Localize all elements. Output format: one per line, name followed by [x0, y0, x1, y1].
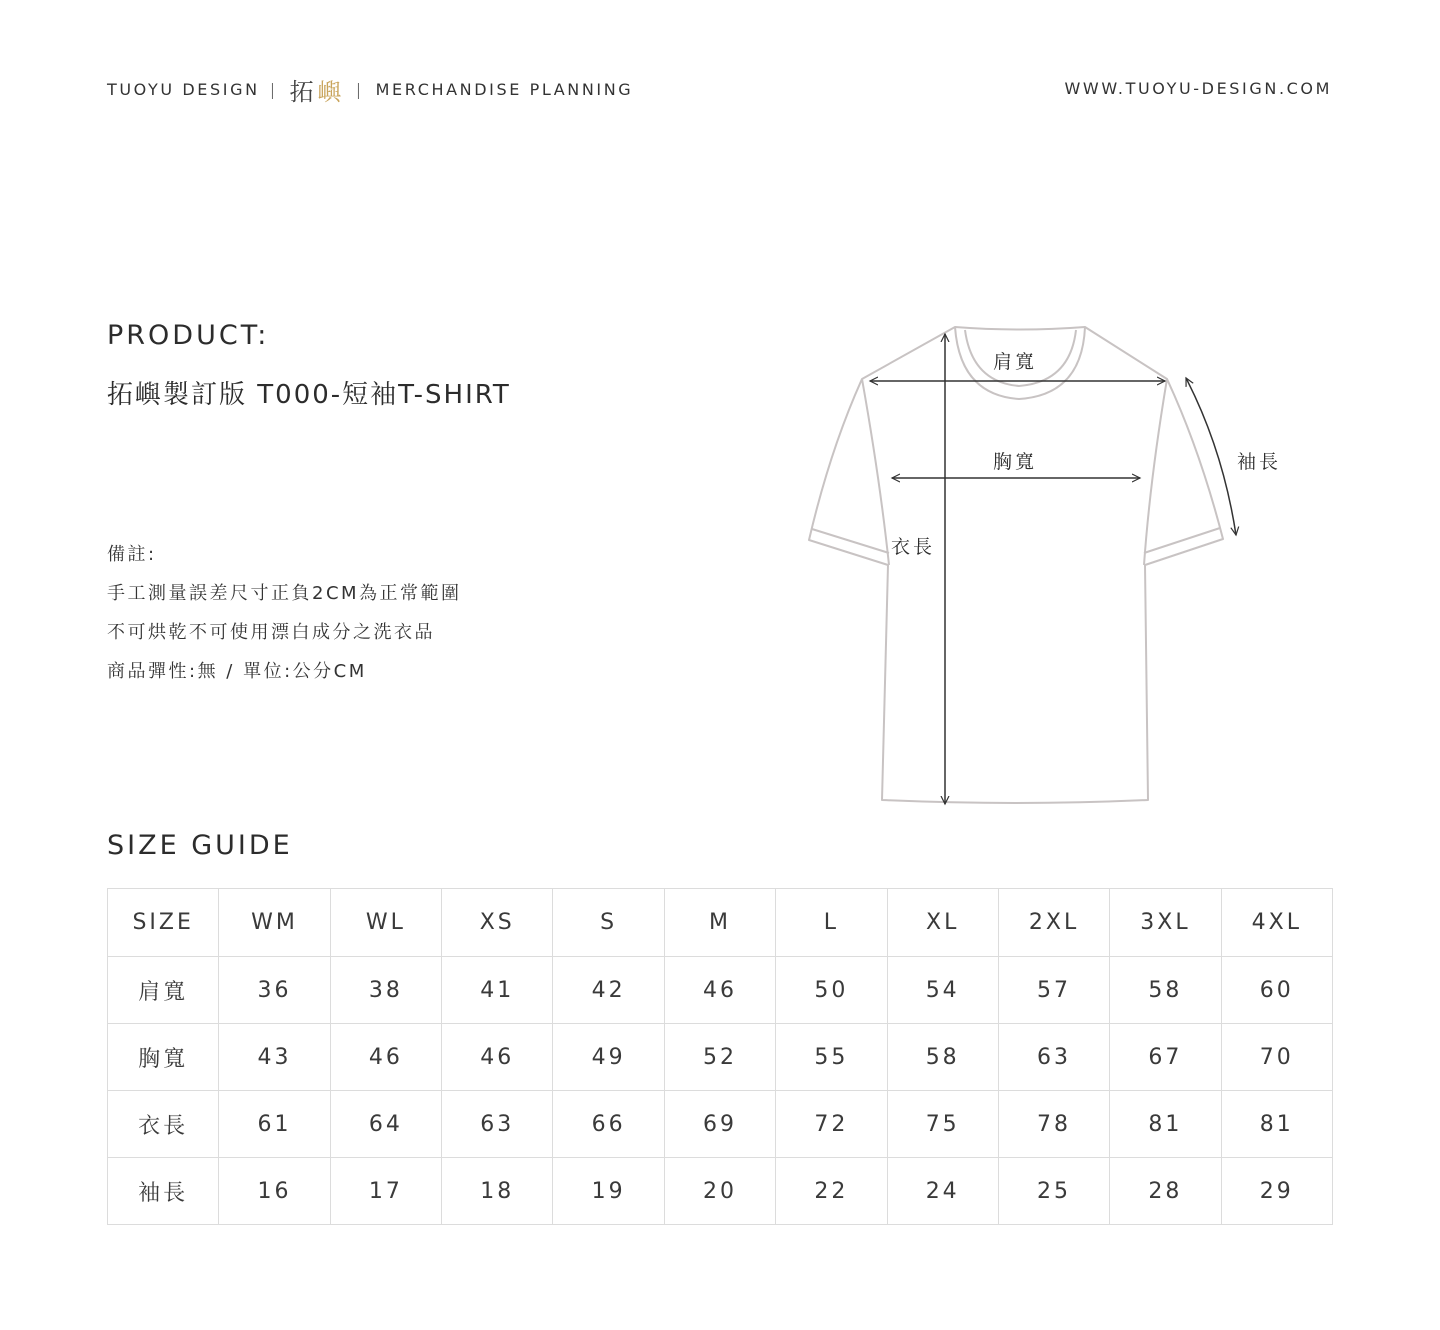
notes-line: 不可烘乾不可使用漂白成分之洗衣品 [107, 622, 435, 643]
notes-line: 手工測量誤差尺寸正負2CM為正常範圍 [107, 583, 462, 604]
table-cell: 20 [664, 1158, 775, 1225]
tshirt-outline [800, 320, 1300, 820]
table-cell: 72 [776, 1091, 887, 1158]
notes [107, 540, 462, 696]
row-label: 衣長 [108, 1091, 219, 1158]
table-cell: 19 [553, 1158, 664, 1225]
table-cell: 46 [330, 1024, 441, 1091]
table-header-cell: SIZE [108, 889, 219, 957]
table-header-row [108, 889, 1333, 957]
table-row [108, 1024, 1333, 1091]
table-cell: 64 [330, 1091, 441, 1158]
table-cell: 36 [219, 957, 330, 1024]
product-label: PRODUCT: [107, 320, 270, 351]
table-header-cell: XL [887, 889, 998, 957]
table-cell: 25 [998, 1158, 1109, 1225]
table-cell: 46 [442, 1024, 553, 1091]
table-header-cell: M [664, 889, 775, 957]
table-cell: 17 [330, 1158, 441, 1225]
table-header-cell: WM [219, 889, 330, 957]
notes-title: 備註: [107, 544, 157, 565]
table-cell: 22 [776, 1158, 887, 1225]
table-cell: 54 [887, 957, 998, 1024]
sleeve-label: 袖長 [1237, 451, 1282, 473]
table-cell: 81 [1110, 1091, 1221, 1158]
table-cell: 46 [664, 957, 775, 1024]
table-cell: 60 [1221, 957, 1332, 1024]
table-cell: 58 [1110, 957, 1221, 1024]
table-header-cell: S [553, 889, 664, 957]
table-cell: 58 [887, 1024, 998, 1091]
logo-char-1: 拓 [289, 77, 318, 106]
shoulder-label: 肩寬 [993, 351, 1038, 373]
table-header-cell: WL [330, 889, 441, 957]
table-header-cell: 2XL [998, 889, 1109, 957]
brand-tagline: MERCHANDISE PLANNING [375, 79, 634, 99]
tshirt-diagram [800, 320, 1300, 820]
brand-name: TUOYU DESIGN [107, 79, 260, 99]
table-row [108, 1091, 1333, 1158]
page-header [107, 74, 1332, 104]
table-cell: 75 [887, 1091, 998, 1158]
table-cell: 42 [553, 957, 664, 1024]
brand-logo [290, 72, 346, 107]
brand-separator: | [355, 79, 364, 99]
table-row [108, 957, 1333, 1024]
length-label: 衣長 [891, 536, 936, 558]
table-cell: 78 [998, 1091, 1109, 1158]
table-cell: 29 [1221, 1158, 1332, 1225]
table-cell: 57 [998, 957, 1109, 1024]
table-cell: 81 [1221, 1091, 1332, 1158]
website-url: WWW.TUOYU-DESIGN.COM [1064, 79, 1332, 98]
table-cell: 70 [1221, 1024, 1332, 1091]
table-cell: 67 [1110, 1024, 1221, 1091]
table-cell: 43 [219, 1024, 330, 1091]
brand [107, 74, 633, 104]
table-cell: 63 [998, 1024, 1109, 1091]
table-cell: 38 [330, 957, 441, 1024]
table-cell: 55 [776, 1024, 887, 1091]
table-cell: 49 [553, 1024, 664, 1091]
table-cell: 63 [442, 1091, 553, 1158]
size-guide-title: SIZE GUIDE [107, 830, 293, 861]
table-cell: 28 [1110, 1158, 1221, 1225]
row-label: 胸寬 [108, 1024, 219, 1091]
logo-char-2: 嶼 [317, 77, 346, 106]
table-cell: 24 [887, 1158, 998, 1225]
notes-line: 商品彈性:無 / 單位:公分CM [107, 661, 367, 682]
table-cell: 66 [553, 1091, 664, 1158]
table-cell: 41 [442, 957, 553, 1024]
table-header-cell: 4XL [1221, 889, 1332, 957]
table-cell: 69 [664, 1091, 775, 1158]
table-header-cell: XS [442, 889, 553, 957]
row-label: 袖長 [108, 1158, 219, 1225]
table-row [108, 1158, 1333, 1225]
chest-label: 胸寬 [993, 451, 1038, 473]
table-header-cell: 3XL [1110, 889, 1221, 957]
table-cell: 50 [776, 957, 887, 1024]
table-header-cell: L [776, 889, 887, 957]
brand-separator: | [269, 79, 278, 99]
product-name: 拓嶼製訂版 T000-短袖T-SHIRT [107, 380, 511, 410]
row-label: 肩寬 [108, 957, 219, 1024]
table-cell: 52 [664, 1024, 775, 1091]
size-guide-table [107, 888, 1333, 1225]
table-cell: 61 [219, 1091, 330, 1158]
table-cell: 16 [219, 1158, 330, 1225]
table-cell: 18 [442, 1158, 553, 1225]
sleeve-arrow [1186, 378, 1236, 535]
